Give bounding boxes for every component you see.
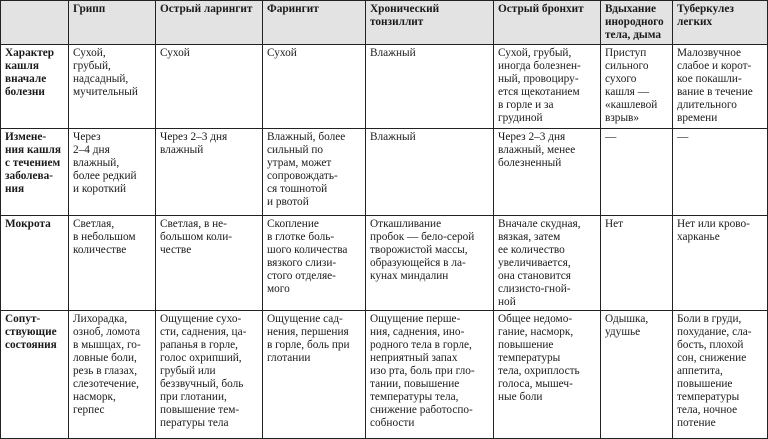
row-header: Измене- ния кашля с течением заболева- ния (1, 129, 69, 216)
table-cell: Влажный (366, 45, 494, 129)
table-cell: Нет или крово- харканье (673, 216, 768, 311)
table-cell: Через 2–3 дня влажный, менее болезненный (494, 129, 601, 216)
table-cell: Малозвучное слабое и корот- кое покашли- вание в течение длительного времени (673, 45, 768, 129)
table-cell: Ощущение перше- ния, саднения, ино- родного тела в горле, неприятный запах изо рта, боль при гло- тании, повышение температуры тела, снижение работоспо- собности (366, 311, 494, 439)
header-cell-laryngitis: Острый ларингит (156, 1, 263, 45)
table-cell: Сухой (263, 45, 366, 129)
header-cell-tuberculosis: Туберкулез легких (673, 1, 768, 45)
table-row (1, 129, 768, 216)
header-cell-empty (1, 1, 69, 45)
table-cell: Сухой, грубый, иногда болезнен- ный, провоциру- ется щекотанием в горле и за грудиной (494, 45, 601, 129)
table-cell: Сухой (156, 45, 263, 129)
header-cell-bronchitis: Острый бронхит (494, 1, 601, 45)
header-cell-foreign-body: Вдыхание инородного тела, дыма (601, 1, 673, 45)
header-cell-tonsillitis: Хронический тонзиллит (366, 1, 494, 45)
table-cell: Светлая, в не- большом коли- честве (156, 216, 263, 311)
table-cell: — (601, 129, 673, 216)
table-cell: Нет (601, 216, 673, 311)
row-header: Мокрота (1, 216, 69, 311)
header-cell-pharyngitis: Фарингит (263, 1, 366, 45)
header-row (1, 1, 768, 45)
table-cell: Сухой, грубый, надсадный, мучительный (69, 45, 156, 129)
header-cell-flu: Грипп (69, 1, 156, 45)
table-cell: Ощущение сухо- сти, саднения, ца- рапанья в горле, голос охрипший, грубый или беззвучный, боль при глотании, повышение тем- пературы тела (156, 311, 263, 439)
table-cell: Через 2–3 дня влажный (156, 129, 263, 216)
table-cell: Ощущение сад- нения, першения в горле, боль при глотании (263, 311, 366, 439)
table-cell: Влажный (366, 129, 494, 216)
table-cell: Светлая, в небольшом количестве (69, 216, 156, 311)
table-row (1, 45, 768, 129)
table-cell: — (673, 129, 768, 216)
table-cell: Влажный, более сильный по утрам, может сопровождать- ся тошнотой и рвотой (263, 129, 366, 216)
table-cell: Одышка, удушье (601, 311, 673, 439)
row-header: Сопут- ствующие состояния (1, 311, 69, 439)
table-row (1, 216, 768, 311)
table-cell: Боли в груди, похудание, сла- бость, плохой сон, снижение аппетита, повышение температуры тела, ночное потение (673, 311, 768, 439)
table-cell: Откашливание пробок — бело-серой творожистой массы, образующейся в ла- кунах миндалин (366, 216, 494, 311)
table-cell: Приступ сильного сухого кашля — «кашлевой взрыв» (601, 45, 673, 129)
table-cell: Общее недомо- гание, насморк, повышение температуры тела, охриплость голоса, мышеч- ные боли (494, 311, 601, 439)
table-row (1, 311, 768, 439)
table-cell: Скопление в глотке боль- шого количества вязкого слизи- стого отделяе- мого (263, 216, 366, 311)
table-cell: Вначале скудная, вязкая, затем ее количество увеличивается, она становится слизисто-гной- ной (494, 216, 601, 311)
table-cell: Через 2–4 дня влажный, более редкий и короткий (69, 129, 156, 216)
row-header: Характер кашля вначале болезни (1, 45, 69, 129)
table-cell: Лихорадка, озноб, ломота в мышцах, го- ловные боли, резь в глазах, слезотечение, насморк, герпес (69, 311, 156, 439)
